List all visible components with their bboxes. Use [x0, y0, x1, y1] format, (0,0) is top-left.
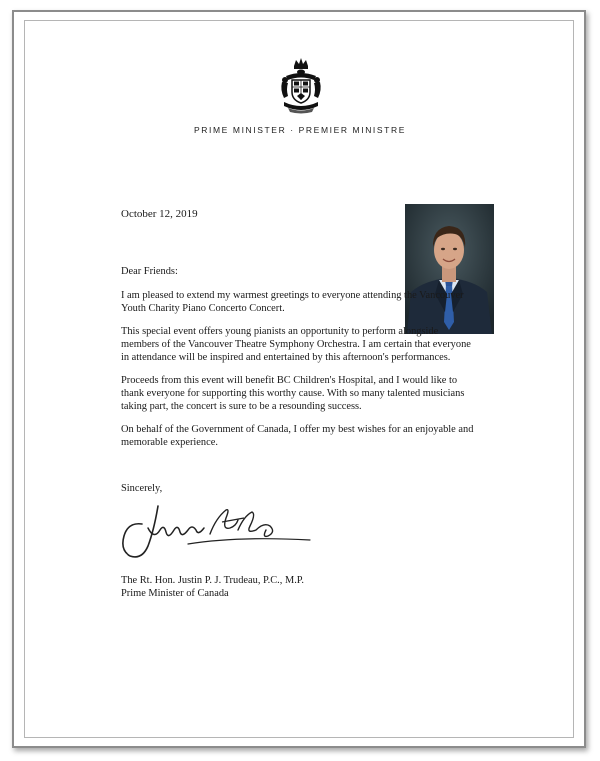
letter-paragraph-2: This special event offers young pianists an opportunity to perform alongside members of the Vancouver Theatre Symphony Orchestra. I am certain that everyone in attendance will be inspired and entertained by this afternoon's performances.: [121, 326, 471, 363]
signature-image: [118, 500, 318, 564]
letter-body: [121, 265, 476, 459]
letter-greeting: Dear Friends:: [121, 266, 178, 277]
signer-block: [121, 574, 304, 600]
letter-paragraph-3: Proceeds from this event will benefit BC Children's Hospital, and I would like to thank everyone for supporting this worthy cause. With so many talented musicians taking part, the concert is sure to be a resounding success.: [121, 375, 465, 412]
signer-title: Prime Minister of Canada: [121, 588, 229, 599]
canada-coat-of-arms-icon: [278, 56, 324, 114]
letterhead-office-title: PRIME MINISTER · PREMIER MINISTRE: [194, 125, 406, 135]
signer-name: The Rt. Hon. Justin P. J. Trudeau, P.C., M.P.: [121, 575, 305, 586]
letter-date: October 12, 2019: [121, 208, 198, 220]
letter-paragraph-4: On behalf of the Government of Canada, I offer my best wishes for an enjoyable and memorable experience.: [121, 424, 474, 448]
letter-closing: Sincerely,: [121, 483, 163, 494]
letter-paragraph-1: I am pleased to extend my warmest greetings to everyone attending the Vancouver Youth Charity Piano Concerto Concert.: [121, 290, 464, 314]
